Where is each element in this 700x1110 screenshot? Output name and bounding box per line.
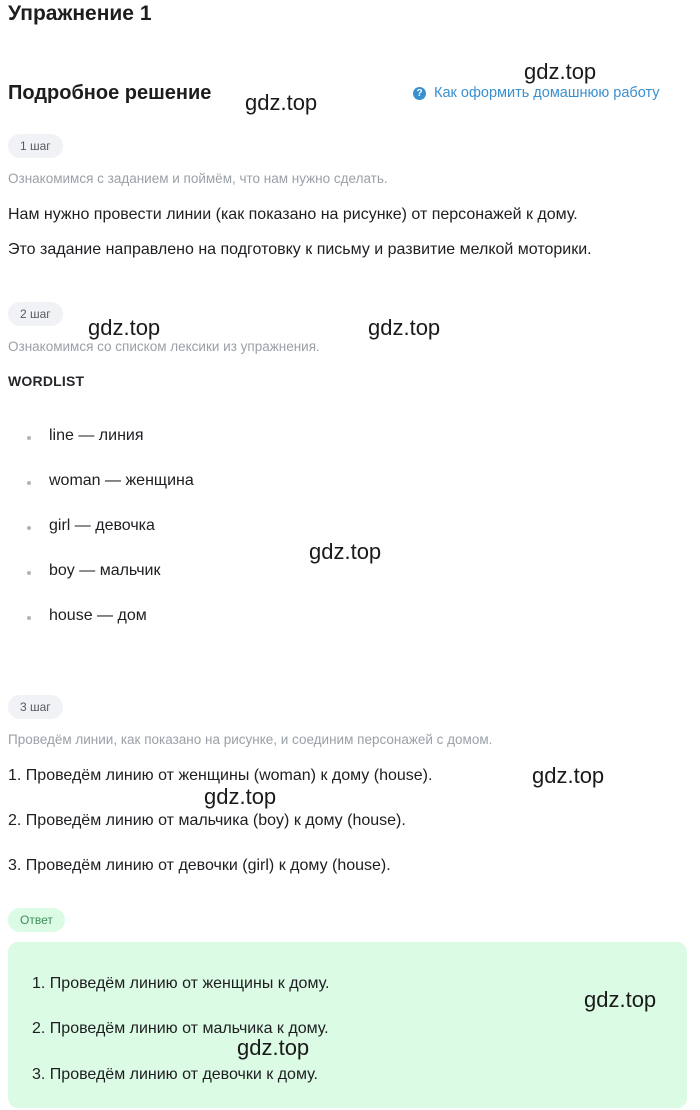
watermark: gdz.top — [88, 315, 161, 340]
step-2-badge: 2 шаг — [8, 302, 63, 326]
watermark: gdz.top — [245, 90, 318, 115]
watermark: gdz.top — [237, 1035, 310, 1060]
step-1-paragraph: Нам нужно провести линии (как показано на рисунке) от персонажей к дому. — [8, 206, 578, 223]
solution-heading: Подробное решение — [8, 82, 212, 104]
watermark: gdz.top — [584, 987, 657, 1012]
list-bullet — [27, 481, 31, 485]
step-1-intro: Ознакомимся с заданием и поймём, что нам нужно сделать. — [8, 171, 388, 186]
step-2-intro: Ознакомимся со списком лексики из упражнения. — [8, 339, 320, 354]
page-title: Упражнение 1 — [8, 2, 152, 25]
list-bullet — [27, 436, 31, 440]
watermark: gdz.top — [368, 315, 441, 340]
step-1-badge: 1 шаг — [8, 134, 63, 158]
list-item: girl — девочка — [49, 517, 155, 534]
step-3-item: 2. Проведём линию от мальчика (boy) к дому (house). — [8, 812, 406, 829]
list-item: house — дом — [49, 607, 147, 624]
list-item: boy — мальчик — [49, 562, 161, 579]
list-item: line — линия — [49, 427, 144, 444]
watermark: gdz.top — [204, 784, 277, 809]
howto-link[interactable] — [413, 85, 660, 101]
watermark: gdz.top — [309, 539, 382, 564]
list-bullet — [27, 616, 31, 620]
list-item: woman — женщина — [49, 472, 194, 489]
answer-badge: Ответ — [8, 908, 65, 932]
howto-link-label: Как оформить домашнюю работу — [434, 85, 660, 101]
list-bullet — [27, 571, 31, 575]
step-3-item: 1. Проведём линию от женщины (woman) к дому (house). — [8, 767, 433, 784]
answer-item: 3. Проведём линию от девочки к дому. — [32, 1066, 318, 1083]
step-3-badge: 3 шаг — [8, 695, 63, 719]
watermark: gdz.top — [532, 763, 605, 788]
step-3-item: 3. Проведём линию от девочки (girl) к дому (house). — [8, 857, 391, 874]
answer-item: 1. Проведём линию от женщины к дому. — [32, 975, 330, 992]
step-1-paragraph: Это задание направлено на подготовку к письму и развитие мелкой моторики. — [8, 241, 592, 258]
watermark: gdz.top — [524, 59, 597, 84]
step-3-intro: Проведём линии, как показано на рисунке, и соединим персонажей с домом. — [8, 732, 493, 747]
question-circle-icon: ? — [413, 87, 426, 100]
list-bullet — [27, 526, 31, 530]
answer-item: 2. Проведём линию от мальчика к дому. — [32, 1020, 329, 1037]
wordlist-title: WORDLIST — [8, 373, 85, 389]
